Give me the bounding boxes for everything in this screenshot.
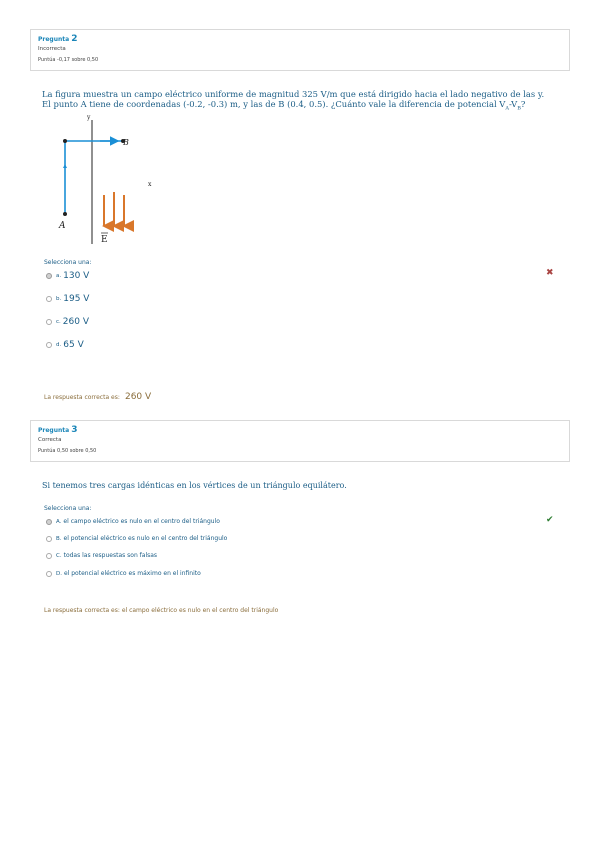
radio-button[interactable] [46,342,52,348]
label-a: A [59,221,66,231]
question-number: Pregunta 3 [38,425,78,435]
question-grade: Puntúa -0,17 sobre 0,50 [38,57,99,63]
question-state: Incorrecta [38,46,66,52]
question-3-text: Si tenemos tres cargas idénticas en los vértices de un triángulo equilátero. [42,481,347,490]
answer-option-b[interactable]: b. 195 V [46,294,89,304]
corner-point [63,139,67,143]
point-a [63,212,67,216]
answer-option-c[interactable]: C. todas las respuestas son falsas [46,552,157,559]
radio-button[interactable] [46,571,52,577]
label-b: B [123,138,129,147]
question-grade: Puntúa 0,50 sobre 0,50 [38,448,97,454]
answer-option-d[interactable]: D. el potencial eléctrico es máximo en el infinito [46,570,201,577]
radio-button[interactable] [46,536,52,542]
answer-option-c[interactable]: c. 260 V [46,317,89,327]
correct-answer: La respuesta correcta es: 260 V [44,392,152,402]
vertical-path-arrow [63,164,67,168]
question-number: Pregunta 2 [38,34,78,44]
electric-field-figure [40,110,170,250]
radio-button[interactable] [46,553,52,559]
answer-option-a[interactable]: A. el campo eléctrico es nulo en el centro del triángulo [46,518,220,525]
radio-button[interactable] [46,296,52,302]
select-one-label: Selecciona una: [44,505,92,512]
question-2-text: La figura muestra un campo eléctrico uniforme de magnitud 325 V/m que está dirigido hacia el lado negativo de las y. El punto A tiene de coordenadas (-0.2, -0.3) m, y las de B (0.4, 0.5). ¿Cuánto vale la diferencia de potencial $V_A-V_B$? [42,89,545,112]
radio-button[interactable] [46,319,52,325]
label-e: E [101,235,108,245]
field-diagram [40,110,170,250]
answer-option-d[interactable]: d. 65 V [46,340,84,350]
x-icon: ✖ [546,268,554,278]
question-2-info [30,29,570,71]
correct-answer: La respuesta correcta es: el campo eléctrico es nulo en el centro del triángulo [44,607,279,614]
question-3-info [30,420,570,462]
check-icon: ✔ [546,515,554,525]
select-one-label: Selecciona una: [44,259,92,266]
answer-option-a[interactable]: a. 130 V [46,271,89,281]
axis-x-label: x [148,181,152,188]
answer-option-b[interactable]: B. el potencial eléctrico es nulo en el centro del triángulo [46,535,227,542]
question-state: Correcta [38,437,62,443]
radio-button[interactable] [46,273,52,279]
radio-button[interactable] [46,519,52,525]
axis-y-label: y [87,114,91,121]
